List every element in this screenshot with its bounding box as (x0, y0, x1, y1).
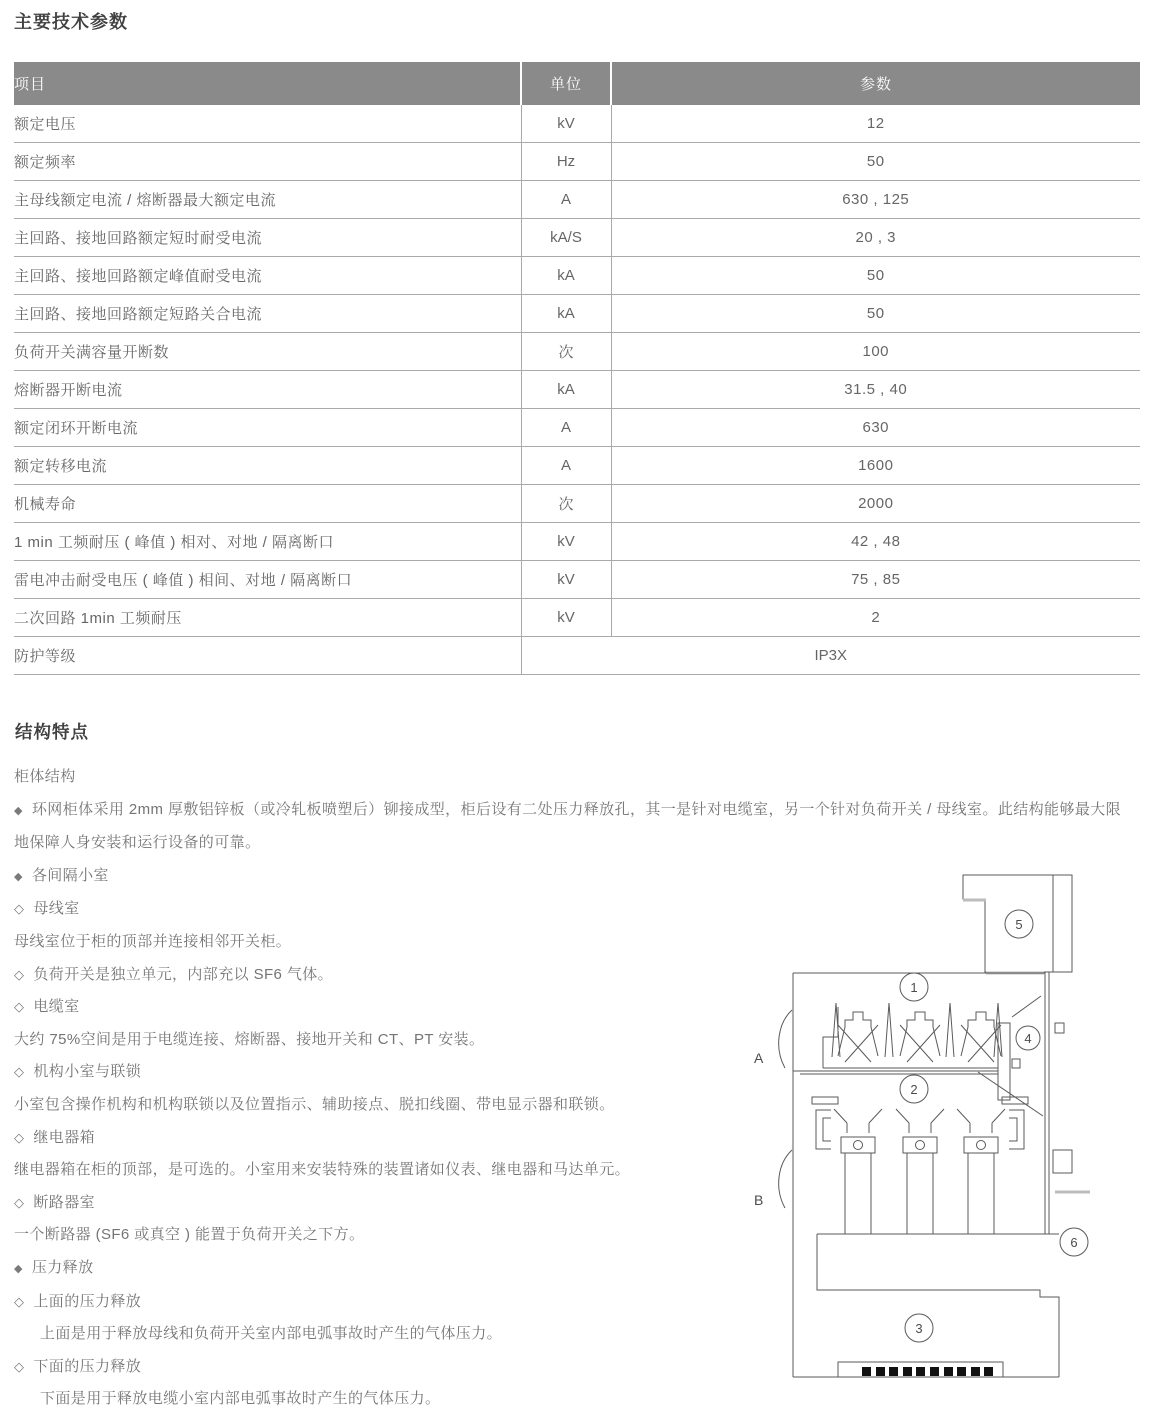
param-item: 1 min 工频耐压 ( 峰值 ) 相对、对地 / 隔离断口 (14, 523, 521, 561)
param-unit: 次 (521, 333, 611, 371)
table-row (14, 409, 1140, 447)
table-row (14, 371, 1140, 409)
fuse-unit (896, 1109, 944, 1234)
param-item: 主回路、接地回路额定峰值耐受电流 (14, 257, 521, 295)
diamond-hollow-icon: ◇ (14, 1194, 25, 1210)
param-item: 雷电冲击耐受电压 ( 峰值 ) 相间、对地 / 隔离断口 (14, 561, 521, 599)
param-value: 50 (611, 257, 1140, 295)
param-unit: A (521, 181, 611, 219)
param-item: 防护等级 (14, 637, 521, 675)
param-value: 12 (611, 105, 1140, 143)
feature-line: 继电器箱在柜的顶部，是可选的。小室用来安装特殊的装置诸如仪表、继电器和马达单元。 (14, 1161, 631, 1179)
callout-6 (1060, 1228, 1088, 1256)
param-unit: kA (521, 295, 611, 333)
feature-text: 各间隔小室 (31, 866, 109, 884)
param-value: 42 , 48 (611, 523, 1140, 561)
callout-4 (1016, 1026, 1040, 1050)
feature-line: 母线室位于柜的顶部并连接相邻开关柜。 (14, 932, 292, 950)
param-value: 50 (611, 295, 1140, 333)
feature-text: 下面的压力释放 (33, 1357, 142, 1375)
svg-text:2: 2 (910, 1082, 918, 1097)
params-table (14, 62, 1140, 675)
param-item: 主母线额定电流 / 熔断器最大额定电流 (14, 181, 521, 219)
param-value: 50 (611, 143, 1140, 181)
param-unit: kA/S (521, 219, 611, 257)
svg-text:6: 6 (1070, 1235, 1078, 1250)
contact-block (838, 1012, 878, 1056)
callout-5 (1005, 910, 1033, 938)
param-value: 630 , 125 (611, 181, 1140, 219)
table-row (14, 333, 1140, 371)
col-header-param: 参数 (611, 62, 1140, 105)
diamond-filled-icon: ◆ (14, 870, 23, 883)
label-a-arc (779, 1010, 792, 1068)
feature-line (14, 794, 1136, 860)
param-unit: kA (521, 371, 611, 409)
feature-text: 负荷开关是独立单元，内部充以 SF6 气体。 (33, 965, 334, 983)
contact-block (900, 1012, 940, 1056)
param-unit: Hz (521, 143, 611, 181)
feature-text: 继电器箱 (33, 1128, 96, 1146)
param-unit: 次 (521, 485, 611, 523)
diamond-hollow-icon: ◇ (14, 901, 25, 917)
diamond-hollow-icon: ◇ (14, 1358, 25, 1374)
table-row (14, 561, 1140, 599)
table-row (14, 181, 1140, 219)
table-row (14, 523, 1140, 561)
param-value: 2 (611, 599, 1140, 637)
param-value: 1600 (611, 447, 1140, 485)
contact-spike (832, 1003, 840, 1057)
table-row (14, 257, 1140, 295)
param-item: 负荷开关满容量开断数 (14, 333, 521, 371)
diamond-hollow-icon: ◇ (14, 1064, 25, 1080)
param-item: 额定电压 (14, 105, 521, 143)
right-bracket (1009, 1110, 1024, 1149)
table-row (14, 637, 1140, 675)
page-title: 主要技术参数 (14, 12, 128, 32)
diagram-label-a: A (754, 1050, 764, 1066)
param-item: 额定转移电流 (14, 447, 521, 485)
param-item: 主回路、接地回路额定短路关合电流 (14, 295, 521, 333)
side-plate-tab (1012, 1059, 1020, 1068)
param-item: 二次回路 1min 工频耐压 (14, 599, 521, 637)
param-value: 100 (611, 333, 1140, 371)
table-row (14, 447, 1140, 485)
param-value: 75 , 85 (611, 561, 1140, 599)
col-header-item: 项目 (14, 62, 521, 105)
table-row (14, 219, 1140, 257)
wall-tab-upper (1055, 1023, 1064, 1033)
feature-line: 下面是用于释放电缆小室内部电弧事故时产生的气体压力。 (40, 1390, 441, 1408)
param-item: 主回路、接地回路额定短时耐受电流 (14, 219, 521, 257)
header-row (14, 62, 1140, 105)
fuse-unit (834, 1109, 882, 1234)
diamond-filled-icon: ◆ (14, 1262, 23, 1275)
param-item: 额定闭环开断电流 (14, 409, 521, 447)
feature-text: 压力释放 (31, 1258, 94, 1276)
table-row (14, 295, 1140, 333)
params-table-head (14, 62, 1140, 105)
param-unit: kV (521, 523, 611, 561)
svg-text:3: 3 (915, 1321, 923, 1336)
params-table-body (14, 105, 1140, 675)
feature-line: 大约 75%空间是用于电缆连接、熔断器、接地开关和 CT、PT 安装。 (14, 1030, 485, 1048)
feature-text: 母线室 (33, 900, 80, 918)
param-unit: kV (521, 561, 611, 599)
param-item: 额定频率 (14, 143, 521, 181)
fuse-unit (957, 1109, 1005, 1234)
side-plate (998, 1023, 1010, 1100)
diamond-hollow-icon: ◇ (14, 1293, 25, 1309)
table-row (14, 485, 1140, 523)
diagram-label-b: B (754, 1192, 764, 1208)
param-unit: kA (521, 257, 611, 295)
left-bracket-top (812, 1097, 838, 1104)
plate-diagonal-upper (1012, 996, 1041, 1017)
feature-text: 环网柜体采用 2mm 厚敷铝锌板（或冷轧板喷塑后）铆接成型，柜后设有二处压力释放孔，其一是针对电缆室，另一个针对负荷开关 / 母线室。此结构能够最大限地保障人身安装和运行设备的可靠。 (14, 800, 1122, 852)
feature-line: 小室包含操作机构和机构联锁以及位置指示、辅助接点、脱扣线圈、带电显示器和联锁。 (14, 1095, 615, 1113)
param-unit: kV (521, 105, 611, 143)
duct-band (817, 1234, 1059, 1377)
param-value-merged: IP3X (521, 637, 1140, 675)
wall-tab-lower (1053, 1150, 1072, 1173)
svg-text:1: 1 (910, 980, 918, 995)
table-row (14, 105, 1140, 143)
cabinet-diagram (740, 860, 1150, 1428)
table-row (14, 599, 1140, 637)
feature-line: 上面是用于释放母线和负荷开关室内部电弧事故时产生的气体压力。 (40, 1325, 503, 1343)
table-row (14, 143, 1140, 181)
callout-2 (900, 1075, 928, 1103)
param-item: 机械寿命 (14, 485, 521, 523)
param-value: 31.5 , 40 (611, 371, 1140, 409)
param-item: 熔断器开断电流 (14, 371, 521, 409)
col-header-unit: 单位 (521, 62, 611, 105)
svg-text:5: 5 (1015, 917, 1023, 932)
feature-text: 上面的压力释放 (33, 1292, 142, 1310)
param-value: 630 (611, 409, 1140, 447)
param-value: 2000 (611, 485, 1140, 523)
diamond-hollow-icon: ◇ (14, 1129, 25, 1145)
contact-spike (885, 1003, 893, 1057)
feature-text: 断路器室 (33, 1193, 96, 1211)
feature-line: 一个断路器 (SF6 或真空 ) 能置于负荷开关之下方。 (14, 1226, 365, 1244)
vent-grille-slots (862, 1367, 993, 1376)
param-unit: kV (521, 599, 611, 637)
feature-line: 柜体结构 (14, 768, 76, 785)
section-title: 结构特点 (15, 722, 89, 742)
contact-spike (946, 1003, 954, 1057)
diamond-filled-icon: ◆ (14, 804, 23, 817)
label-b-arc (779, 1150, 792, 1208)
diamond-hollow-icon: ◇ (14, 966, 25, 982)
callout-3 (905, 1314, 933, 1342)
diamond-hollow-icon: ◇ (14, 999, 25, 1015)
param-value: 20 , 3 (611, 219, 1140, 257)
param-unit: A (521, 409, 611, 447)
param-unit: A (521, 447, 611, 485)
left-bracket (816, 1110, 831, 1149)
feature-text: 机构小室与联锁 (33, 1063, 142, 1081)
callout-1 (900, 973, 928, 1001)
feature-text: 电缆室 (33, 998, 80, 1016)
svg-text:4: 4 (1024, 1031, 1032, 1046)
